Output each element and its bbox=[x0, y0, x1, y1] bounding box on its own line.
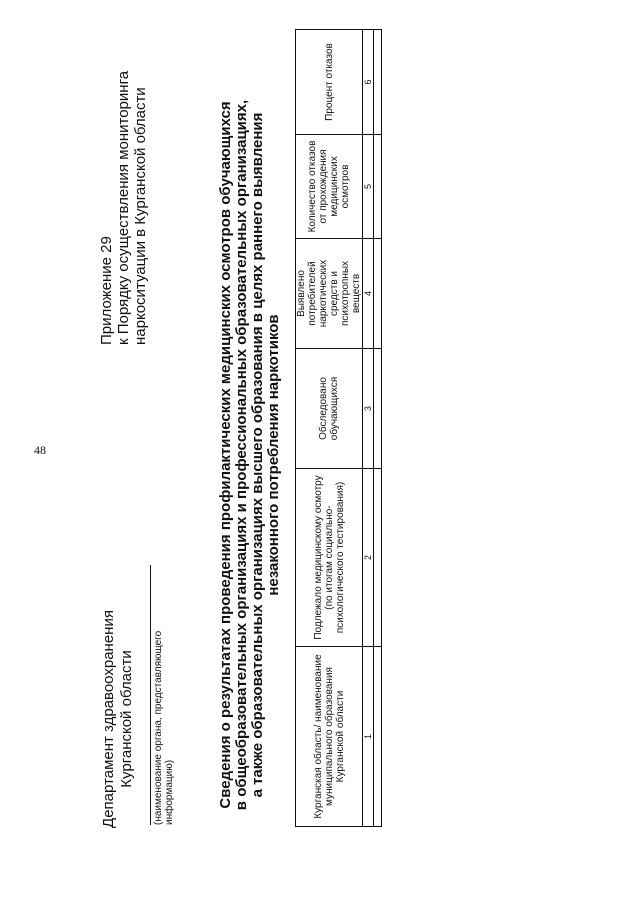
results-table bbox=[295, 29, 382, 827]
organization-block bbox=[100, 569, 136, 869]
organization-name-line-1: Департамент здравоохранения bbox=[100, 610, 117, 828]
title-line-3: а также образовательных организациях высшего образования в целях раннего выявления bbox=[249, 112, 266, 798]
organization-note: (наименование органа, представляющего информацию) bbox=[150, 565, 175, 825]
column-header: Количество отказов от прохождения медицинских осмотров bbox=[296, 135, 363, 239]
column-number: 3 bbox=[363, 349, 374, 469]
table-header-row bbox=[296, 30, 363, 827]
column-number: 6 bbox=[363, 30, 374, 135]
table-cell bbox=[374, 469, 382, 647]
table-cell bbox=[374, 349, 382, 469]
column-header: Подлежало медицинскому осмотру (по итогам социально-психологического тестирования) bbox=[296, 469, 363, 647]
table-cell bbox=[374, 30, 382, 135]
title-line-4: незаконного потребления наркотиков bbox=[265, 314, 282, 596]
column-header: Курганская область/ наименование муниципального образования Курганской области bbox=[296, 647, 363, 827]
organization-name-line-2: Курганской области bbox=[118, 650, 135, 788]
column-number-row bbox=[363, 30, 374, 827]
column-header: Выявлено потребителей наркотических средств и психотропных веществ bbox=[296, 239, 363, 349]
title-line-1: Сведения о результатах проведения профилактических медицинских осмотров обучающихся bbox=[217, 101, 234, 809]
column-header: Процент отказов bbox=[296, 30, 363, 135]
appendix-block bbox=[98, 15, 149, 345]
column-number: 4 bbox=[363, 239, 374, 349]
title-line-2: в общеобразовательных организациях и профессиональных образовательных организациях, bbox=[233, 99, 250, 811]
column-number: 1 bbox=[363, 647, 374, 827]
page-number: 48 bbox=[34, 443, 46, 457]
appendix-line-2: к Порядку осуществления мониторинга bbox=[115, 70, 132, 345]
document-title bbox=[218, 75, 282, 835]
appendix-title: Приложение 29 bbox=[98, 236, 115, 345]
column-number: 5 bbox=[363, 135, 374, 239]
appendix-line-3: наркоситуации в Курганской области bbox=[132, 87, 149, 345]
table-row bbox=[374, 30, 382, 827]
column-number: 2 bbox=[363, 469, 374, 647]
table-cell bbox=[374, 647, 382, 827]
table-cell bbox=[374, 239, 382, 349]
column-header: Обследовано обучающихся bbox=[296, 349, 363, 469]
table-cell bbox=[374, 135, 382, 239]
